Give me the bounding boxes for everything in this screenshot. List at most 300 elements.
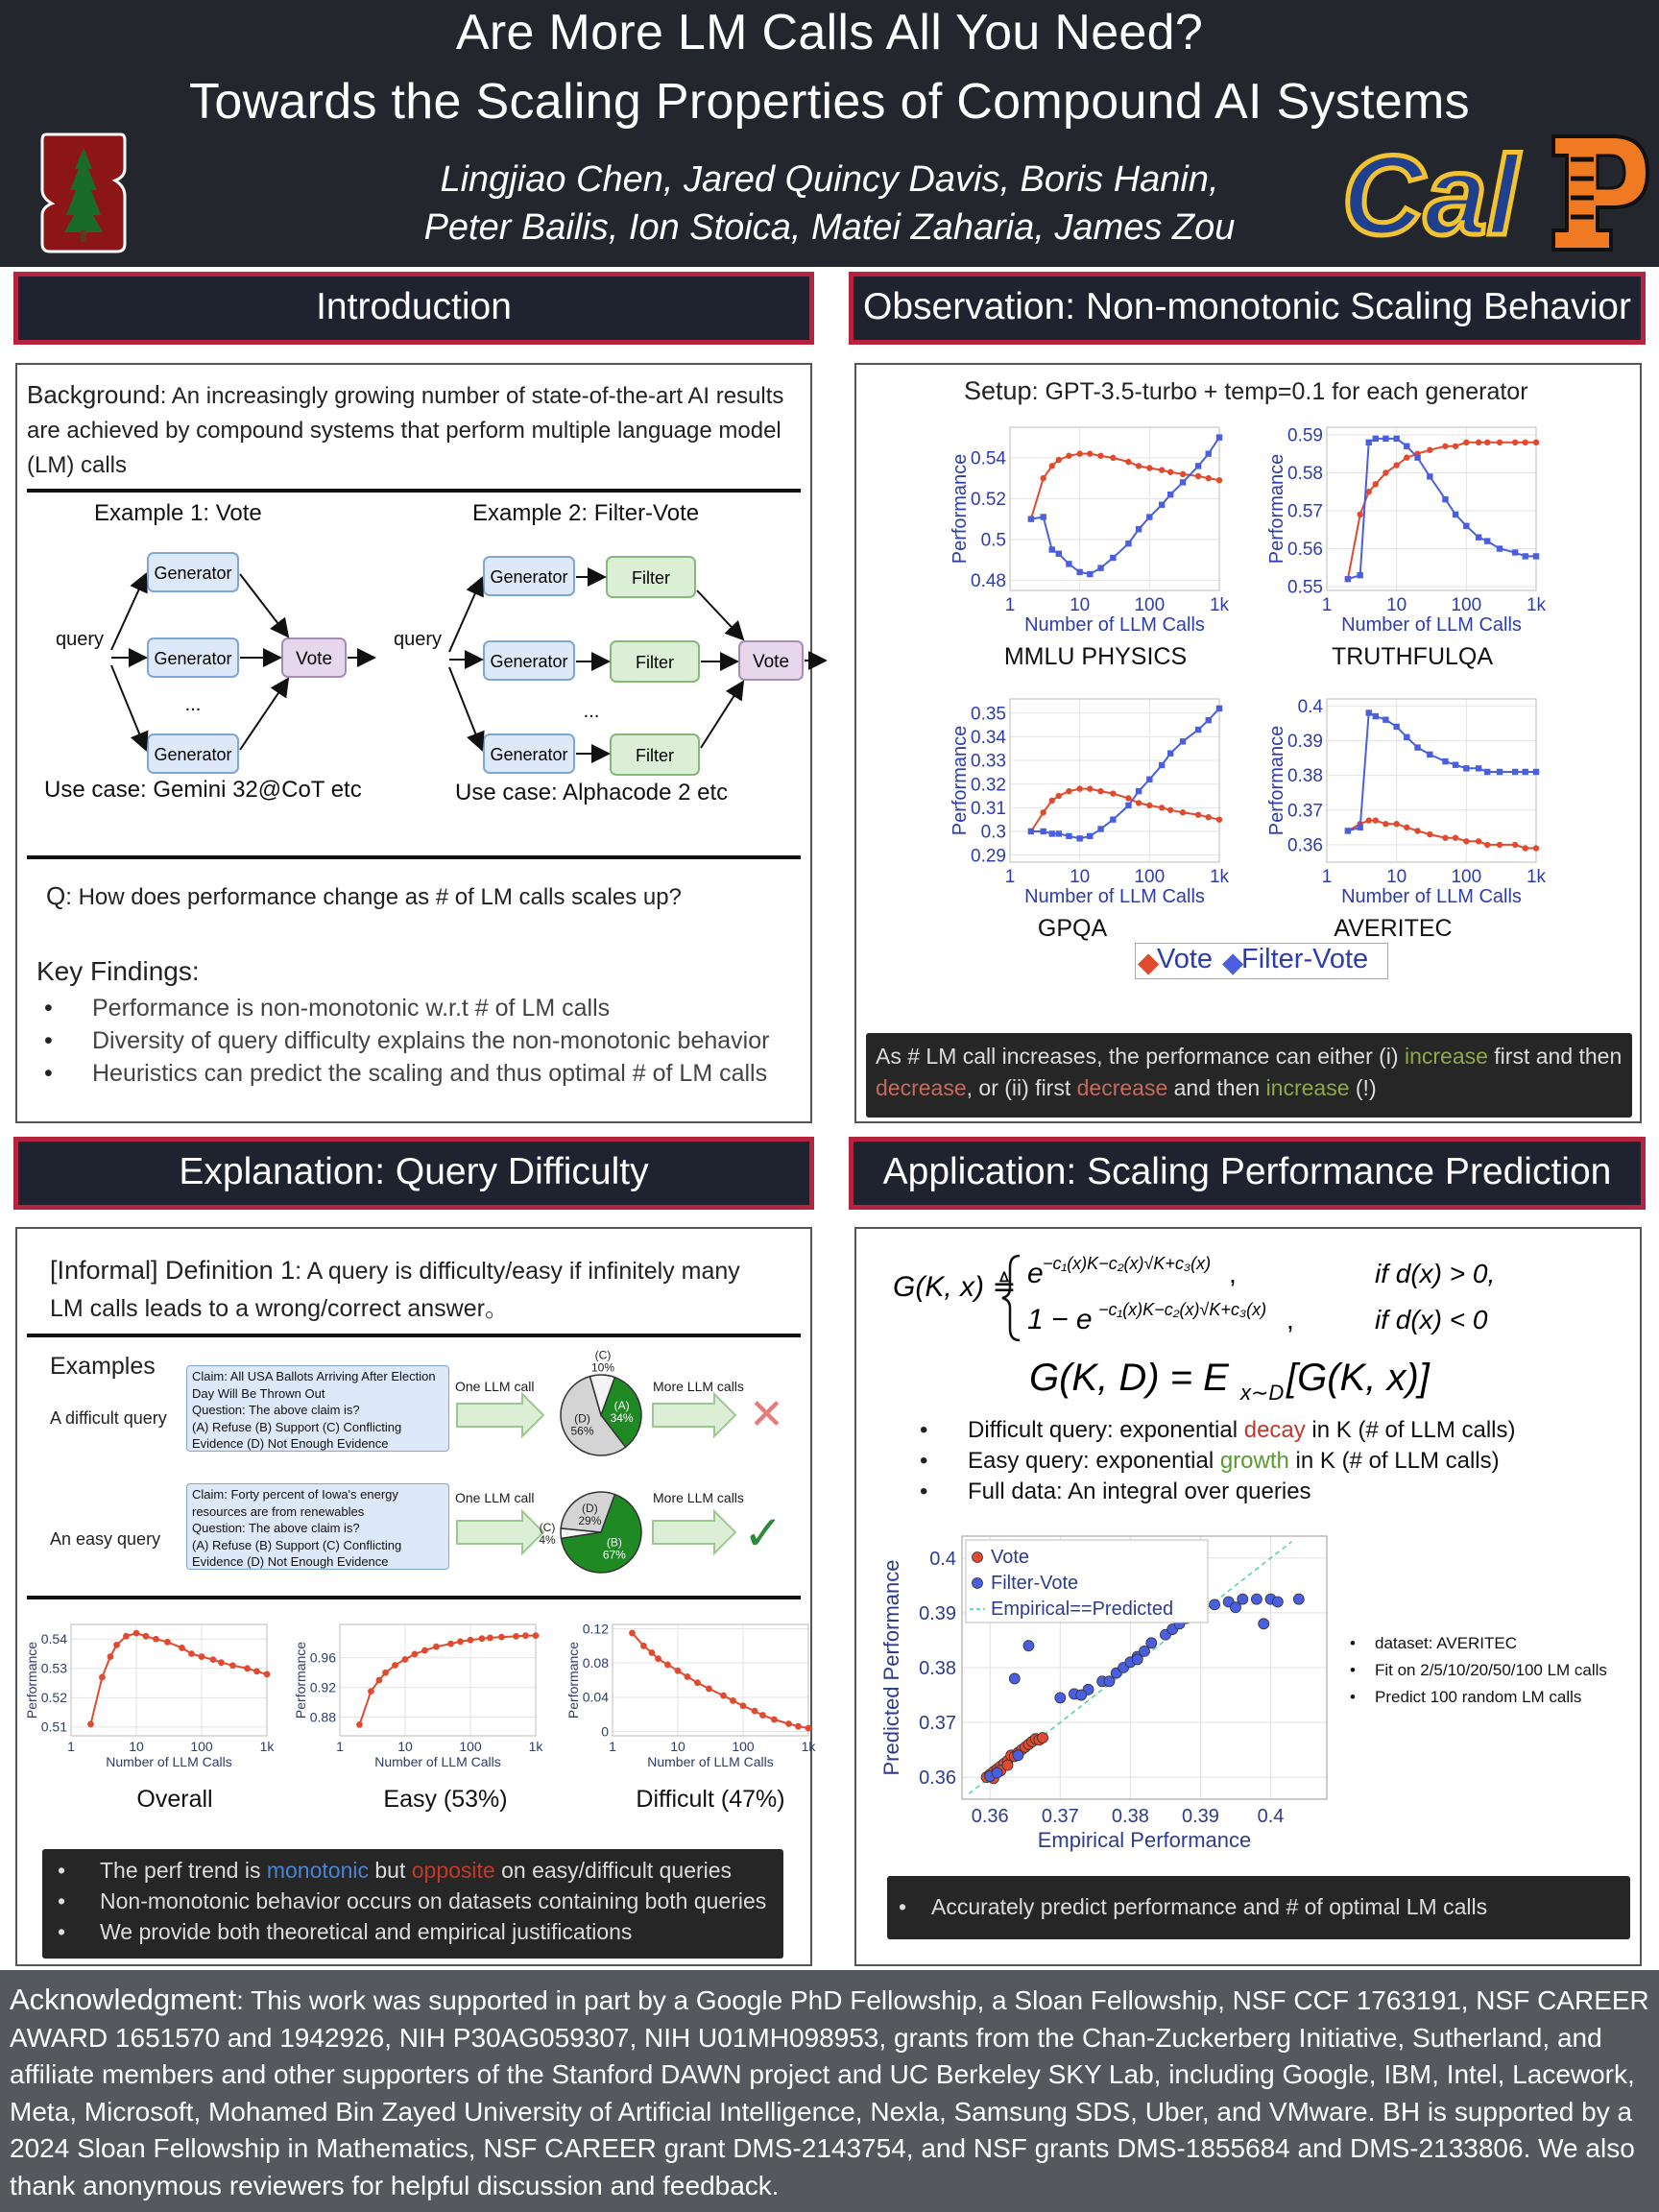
- data-point-vote: [1056, 457, 1062, 463]
- data-point-filter-vote: [1040, 829, 1046, 834]
- data-point-vote: [1076, 785, 1082, 791]
- data-point-filter-vote: [1497, 545, 1503, 551]
- data-point-vote: [133, 1630, 140, 1637]
- setup-label: Setup: [964, 376, 1032, 405]
- app-bullet-text: Easy query: exponential: [968, 1448, 1220, 1474]
- data-point-vote: [487, 1635, 493, 1642]
- data-point-vote: [1216, 477, 1222, 483]
- data-point-filter-vote: [1216, 706, 1222, 711]
- scatter-point-filter-vote: [1272, 1597, 1283, 1607]
- data-point-filter-vote: [1404, 444, 1409, 449]
- x-tick-label: 1k: [1209, 595, 1230, 615]
- data-point-filter-vote: [1167, 492, 1173, 497]
- data-point-vote: [1110, 455, 1116, 461]
- y-tick-label: 0.4: [1297, 696, 1323, 717]
- y-tick-label: 0.38: [919, 1658, 956, 1679]
- summary-opposite: opposite: [411, 1858, 495, 1883]
- scatter-point-filter-vote: [1023, 1641, 1034, 1651]
- data-point-vote: [513, 1633, 519, 1640]
- x-tick-label: 10: [129, 1739, 144, 1754]
- data-point-vote: [1484, 842, 1490, 848]
- data-point-filter-vote: [1136, 526, 1142, 532]
- data-point-filter-vote: [1463, 523, 1469, 529]
- caption-truthfulqa: TRUTHFULQA: [1331, 643, 1494, 670]
- ex2-filter-1-label: Filter: [632, 568, 670, 588]
- svg-text:e: e: [1027, 1258, 1044, 1289]
- data-point-vote: [1453, 834, 1458, 840]
- data-point-vote: [1159, 805, 1165, 810]
- one-call-label: One LLM call: [455, 1490, 535, 1505]
- legend-filter-vote: Filter-Vote: [1241, 944, 1369, 974]
- y-tick-label: 0.08: [582, 1655, 609, 1671]
- data-point-filter-vote: [1136, 788, 1142, 794]
- side-notes: [1350, 1634, 1607, 1707]
- data-point-vote: [1427, 831, 1432, 837]
- research-question: [46, 879, 805, 914]
- data-point-vote: [1523, 845, 1528, 851]
- plot-frame: [1010, 699, 1219, 862]
- chart-legend: [1135, 943, 1388, 979]
- observation-heading: Observation: Non-monotonic Scaling Behavior: [849, 272, 1646, 345]
- data-point-vote: [771, 1717, 778, 1723]
- scatter-point-filter-vote: [1146, 1638, 1157, 1648]
- data-point-vote: [143, 1633, 150, 1640]
- poster-title-line-2: Towards the Scaling Properties of Compound AI Systems: [189, 74, 1470, 130]
- y-tick-label: 0.55: [1287, 577, 1323, 598]
- arrow-one-call-difficult: [457, 1394, 543, 1436]
- difficult-answer-pie: [561, 1349, 641, 1455]
- data-point-vote: [1146, 465, 1152, 470]
- example1-title: Example 1: Vote: [94, 500, 262, 526]
- data-point-filter-vote: [1512, 769, 1518, 775]
- data-point-vote: [1442, 444, 1448, 449]
- x-tick-label: 1k: [1209, 867, 1230, 887]
- series-line-vote: [1348, 821, 1536, 849]
- data-point-vote: [1136, 800, 1142, 805]
- data-point-vote: [533, 1632, 540, 1639]
- x-tick-label: 100: [1134, 595, 1166, 615]
- chart-easy: [292, 1617, 541, 1770]
- x-tick-label: 0.36: [971, 1806, 1009, 1827]
- plot-frame: [1010, 427, 1219, 590]
- series-line-vote: [1031, 454, 1219, 519]
- data-point-vote: [1180, 471, 1186, 477]
- scatter-point-filter-vote: [1013, 1750, 1023, 1761]
- x-tick-label: 10: [670, 1739, 685, 1754]
- explanation-panel: [15, 1227, 816, 1966]
- data-point-vote: [752, 1708, 758, 1715]
- finding-2: • Diversity of query difficulty explains the non-monotonic behavior: [92, 1027, 769, 1055]
- y-tick-label: 0.57: [1287, 501, 1323, 522]
- data-point-vote: [1453, 444, 1458, 449]
- data-point-vote: [1533, 845, 1539, 851]
- question-label: Q: [46, 881, 66, 910]
- x-axis-label: Number of LLM Calls: [374, 1754, 501, 1769]
- legend-label: Filter-Vote: [991, 1573, 1079, 1594]
- svg-text:if d(x) > 0,: if d(x) > 0,: [1375, 1259, 1496, 1288]
- data-point-filter-vote: [1216, 434, 1222, 440]
- data-point-filter-vote: [1097, 565, 1103, 570]
- y-tick-label: 0.37: [919, 1713, 956, 1735]
- chart-overall: [23, 1617, 273, 1770]
- scatter-point-filter-vote: [1132, 1654, 1142, 1665]
- summary-part: The perf trend is: [100, 1858, 267, 1883]
- x-tick-label: 100: [190, 1739, 213, 1754]
- data-point-vote: [785, 1720, 792, 1727]
- series-line-vote: [360, 1636, 537, 1725]
- y-tick-label: 0.39: [919, 1602, 956, 1624]
- data-point-vote: [392, 1662, 398, 1669]
- data-point-vote: [1366, 489, 1372, 494]
- data-point-vote: [1382, 469, 1388, 475]
- data-point-vote: [1125, 795, 1131, 801]
- y-tick-label: 0.52: [971, 490, 1006, 511]
- data-point-filter-vote: [1533, 553, 1539, 559]
- data-point-filter-vote: [1463, 765, 1469, 771]
- x-axis-label: Number of LLM Calls: [1024, 614, 1205, 636]
- data-point-vote: [123, 1633, 130, 1640]
- data-point-vote: [108, 1653, 114, 1660]
- data-point-filter-vote: [1382, 717, 1388, 723]
- poster-title-line-1: Are More LM Calls All You Need?: [455, 5, 1204, 60]
- application-heading: Application: Scaling Performance Prediction: [849, 1137, 1646, 1210]
- data-point-vote: [1056, 793, 1062, 799]
- y-tick-label: 0.31: [971, 798, 1006, 819]
- data-point-filter-vote: [1533, 769, 1539, 775]
- side-note-2: • Fit on 2/5/10/20/50/100 LM calls: [1350, 1661, 1607, 1679]
- data-point-vote: [805, 1725, 812, 1732]
- series-line-filter-vote: [1031, 709, 1219, 839]
- y-tick-label: 0.56: [1287, 540, 1323, 561]
- use-case-2: Use case: Alphacode 2 etc: [455, 780, 729, 805]
- more-calls-label: More LLM calls: [653, 1379, 744, 1394]
- easy-claim-box: Claim: Forty percent of Iowa's energy resources are from renewables Question: The above claim is? (A) Refuse (B) Support (C) Conflicting Evidence (D) Not Enough Evidence: [186, 1483, 449, 1570]
- data-point-filter-vote: [1110, 816, 1116, 822]
- summary-part: (!): [1349, 1075, 1377, 1100]
- data-point-filter-vote: [1497, 769, 1503, 775]
- x-tick-label: 1k: [259, 1739, 275, 1754]
- data-point-vote: [498, 1634, 505, 1641]
- data-point-filter-vote: [1066, 561, 1071, 566]
- summary-part: first and then: [1487, 1044, 1623, 1069]
- summary-part: As # LM call increases, the performance can either (i): [876, 1044, 1405, 1069]
- pie-label: (B): [606, 1535, 622, 1550]
- data-point-vote: [640, 1643, 647, 1649]
- y-axis-label: Predicted Performance: [879, 1559, 903, 1776]
- data-point-vote: [1097, 453, 1103, 459]
- ex2-generator-2-label: Generator: [490, 652, 568, 671]
- data-point-vote: [1066, 453, 1071, 459]
- caption-overall: Overall: [136, 1786, 213, 1813]
- side-note-text: Fit on 2/5/10/20/50/100 LM calls: [1375, 1661, 1607, 1679]
- data-point-vote: [1533, 440, 1539, 445]
- summary-increase: increase: [1404, 1044, 1488, 1069]
- data-point-vote: [1414, 828, 1420, 833]
- data-point-vote: [675, 1668, 682, 1674]
- setup-text: : GPT-3.5-turbo + temp=0.1 for each generator: [1031, 378, 1528, 405]
- plot-frame: [1327, 699, 1536, 862]
- data-point-filter-vote: [1028, 516, 1034, 521]
- x-tick-label: 10: [1070, 595, 1091, 615]
- ex1-generator-1-label: Generator: [154, 564, 232, 583]
- x-tick-label: 1k: [1526, 867, 1547, 887]
- x-tick-label: 100: [1451, 595, 1482, 615]
- svg-text:−c₁(x)K−c₂(x)√K+c₃(x): −c₁(x)K−c₂(x)√K+c₃(x): [1043, 1254, 1212, 1273]
- data-point-vote: [244, 1665, 251, 1671]
- data-point-vote: [479, 1635, 486, 1642]
- y-tick-label: 0.38: [1287, 766, 1323, 787]
- data-point-filter-vote: [1427, 752, 1432, 757]
- data-point-vote: [1167, 469, 1173, 475]
- ex1-ellipsis: ...: [184, 694, 202, 715]
- chart-averitec: [1266, 689, 1548, 910]
- y-axis-label: Performance: [1266, 453, 1287, 565]
- y-tick-label: 0.3: [980, 822, 1006, 843]
- y-tick-label: 0.54: [971, 448, 1006, 469]
- x-tick-label: 10: [1070, 867, 1091, 887]
- x-axis-label: Number of LLM Calls: [1341, 614, 1522, 636]
- summary-text: We provide both theoretical and empirical justifications: [100, 1919, 633, 1944]
- data-point-vote: [1382, 821, 1388, 827]
- data-point-filter-vote: [1345, 828, 1351, 833]
- introduction-heading: Introduction: [13, 272, 814, 345]
- summary-monotonic: monotonic: [266, 1858, 369, 1883]
- chart-gpqa: [952, 689, 1231, 910]
- x-tick-label: 100: [1451, 867, 1482, 887]
- svg-text:,: ,: [1229, 1259, 1237, 1288]
- data-point-filter-vote: [1167, 750, 1173, 756]
- y-tick-label: 0.53: [40, 1660, 67, 1676]
- explanation-heading: Explanation: Query Difficulty: [13, 1137, 814, 1210]
- y-tick-label: 0.04: [582, 1689, 609, 1705]
- poster-header: [0, 0, 1659, 267]
- x-tick-label: 0.39: [1181, 1806, 1219, 1827]
- svg-text:if d(x) < 0: if d(x) < 0: [1375, 1305, 1488, 1334]
- question-text: : How does performance change as # of LM calls scales up?: [65, 884, 682, 910]
- data-point-vote: [1476, 440, 1481, 445]
- app-bullet-3: [968, 1479, 1311, 1505]
- observation-summary: [866, 1033, 1632, 1118]
- legend-marker: [973, 1578, 983, 1589]
- caption-gpqa: GPQA: [1037, 915, 1108, 942]
- data-point-filter-vote: [1110, 555, 1116, 561]
- x-tick-label: 1: [67, 1739, 75, 1754]
- data-point-vote: [153, 1636, 159, 1643]
- check-icon: ✓: [743, 1506, 783, 1560]
- data-point-vote: [1357, 512, 1362, 517]
- data-point-filter-vote: [1476, 534, 1481, 540]
- x-tick-label: 1k: [1526, 595, 1547, 615]
- data-point-vote: [1484, 440, 1490, 445]
- data-point-vote: [720, 1693, 727, 1699]
- data-point-vote: [1206, 475, 1212, 481]
- data-point-vote: [1110, 790, 1116, 796]
- data-point-vote: [1206, 814, 1212, 820]
- finding-1: • Performance is non-monotonic w.r.t # of LM calls: [92, 995, 610, 1022]
- data-point-vote: [1366, 817, 1372, 823]
- y-axis-label: Performance: [950, 453, 971, 565]
- data-point-filter-vote: [1146, 777, 1152, 782]
- caption-averitec: AVERITEC: [1334, 915, 1453, 942]
- chart-prediction-scatter: [876, 1528, 1336, 1855]
- data-point-vote: [1195, 473, 1201, 479]
- data-point-vote: [1512, 440, 1518, 445]
- data-point-vote: [730, 1697, 736, 1704]
- y-axis-label: Performance: [293, 1641, 308, 1719]
- summary-part: on easy/difficult queries: [494, 1858, 733, 1883]
- x-tick-label: 0.38: [1111, 1806, 1149, 1827]
- data-point-filter-vote: [1195, 463, 1201, 469]
- data-point-vote: [382, 1670, 389, 1676]
- data-point-vote: [1476, 838, 1481, 844]
- data-point-vote: [1512, 842, 1518, 848]
- data-point-vote: [1442, 834, 1448, 840]
- data-point-vote: [402, 1656, 409, 1663]
- ex1-vote-label: Vote: [295, 649, 333, 669]
- y-tick-label: 0.34: [971, 728, 1006, 749]
- data-point-vote: [264, 1671, 271, 1677]
- data-point-filter-vote: [1393, 724, 1399, 730]
- legend-label: Vote: [991, 1547, 1030, 1568]
- data-point-vote: [199, 1653, 205, 1660]
- y-tick-label: 0.59: [1287, 425, 1323, 446]
- y-tick-label: 0.52: [40, 1690, 67, 1706]
- y-tick-label: 0.5: [980, 530, 1006, 551]
- divider: [27, 489, 801, 493]
- data-point-vote: [1393, 821, 1399, 827]
- data-point-vote: [1076, 450, 1082, 456]
- summary-decrease: decrease: [876, 1075, 967, 1100]
- data-point-vote: [1180, 809, 1186, 815]
- data-point-filter-vote: [1076, 569, 1082, 575]
- data-point-vote: [664, 1662, 671, 1669]
- scatter-point-filter-vote: [1259, 1619, 1269, 1629]
- data-point-vote: [412, 1651, 419, 1658]
- summary-part: , or (ii) first: [966, 1075, 1077, 1100]
- data-point-vote: [1097, 788, 1103, 794]
- plot-frame: [613, 1624, 808, 1736]
- y-tick-label: 0: [601, 1723, 609, 1740]
- x-tick-label: 1: [1004, 595, 1016, 615]
- more-calls-label: More LLM calls: [653, 1490, 744, 1505]
- application-summary: [887, 1876, 1630, 1939]
- y-tick-label: 0.4: [929, 1548, 956, 1570]
- x-tick-label: 0.4: [1257, 1806, 1285, 1827]
- y-tick-label: 0.37: [1287, 801, 1323, 822]
- princeton-logo: [1548, 131, 1653, 255]
- pie-label: 29%: [578, 1514, 602, 1528]
- data-point-vote: [447, 1641, 454, 1647]
- scatter-point-filter-vote: [1076, 1690, 1087, 1700]
- pie-label: 34%: [610, 1411, 634, 1426]
- svg-text:G(K, D) = E: G(K, D) = E: [1029, 1357, 1229, 1399]
- data-point-vote: [1087, 450, 1093, 456]
- data-point-filter-vote: [1125, 541, 1131, 546]
- legend-marker: [973, 1552, 983, 1563]
- y-tick-label: 0.35: [971, 704, 1006, 725]
- data-point-filter-vote: [1476, 765, 1481, 771]
- x-axis-label: Number of LLM Calls: [1024, 886, 1205, 907]
- svg-text:x∼D: x∼D: [1240, 1381, 1285, 1405]
- y-axis-label: Performance: [24, 1641, 39, 1719]
- svg-text:[G(K, x)]: [G(K, x)]: [1286, 1357, 1430, 1399]
- y-tick-label: 0.36: [919, 1767, 956, 1790]
- x-tick-label: 0.37: [1041, 1806, 1079, 1827]
- ex2-filter-2-label: Filter: [636, 653, 674, 672]
- legend-vote: Vote: [1157, 944, 1214, 974]
- data-point-vote: [1497, 842, 1503, 848]
- application-panel: [854, 1227, 1642, 1966]
- caption-mmlu: MMLU PHYSICS: [1003, 643, 1188, 670]
- divider: [27, 1334, 801, 1337]
- data-point-vote: [1463, 838, 1469, 844]
- acknowledgment: [0, 1970, 1659, 2212]
- data-point-vote: [522, 1632, 529, 1639]
- summary-part: but: [368, 1858, 412, 1883]
- query-examples-graphics: [455, 1348, 810, 1594]
- data-point-vote: [740, 1702, 747, 1709]
- x-axis-label: Number of LLM Calls: [1341, 886, 1522, 907]
- data-point-filter-vote: [1087, 833, 1093, 839]
- data-point-vote: [1136, 463, 1142, 469]
- data-point-vote: [1146, 803, 1152, 808]
- app-bullet-1: [968, 1417, 1516, 1444]
- pie-label: (A): [613, 1399, 630, 1413]
- arrow-more-calls-difficult: [653, 1394, 735, 1436]
- x-tick-label: 1k: [528, 1739, 543, 1754]
- data-point-vote: [218, 1659, 225, 1666]
- data-point-vote: [1216, 816, 1222, 822]
- scatter-point-filter-vote: [1055, 1693, 1066, 1703]
- x-tick-label: 1: [1321, 867, 1333, 887]
- data-point-filter-vote: [1373, 713, 1379, 719]
- easy-answer-pie: [539, 1492, 641, 1573]
- data-point-vote: [188, 1650, 195, 1657]
- data-point-vote: [685, 1673, 691, 1680]
- example2-title: Example 2: Filter-Vote: [472, 500, 700, 526]
- caption-difficult: Difficult (47%): [636, 1786, 785, 1813]
- data-point-filter-vote: [1366, 709, 1372, 715]
- summary-bullet-1: • The perf trend is monotonic but opposite on easy/difficult queries: [58, 1858, 733, 1883]
- data-point-filter-vote: [1180, 479, 1186, 485]
- x-tick-label: 1: [336, 1739, 344, 1754]
- data-point-filter-vote: [1206, 717, 1212, 723]
- data-point-vote: [253, 1668, 260, 1674]
- data-point-filter-vote: [1028, 829, 1034, 834]
- y-tick-label: 0.51: [40, 1719, 67, 1735]
- series-line-filter-vote: [1348, 439, 1536, 579]
- pie-label: 4%: [539, 1533, 556, 1548]
- data-point-vote: [457, 1638, 464, 1645]
- data-point-filter-vote: [1056, 830, 1062, 836]
- authors-line-2: Peter Bailis, Ion Stoica, Matei Zaharia, James Zou: [423, 207, 1236, 248]
- data-point-vote: [694, 1679, 701, 1686]
- side-note-text: Predict 100 random LM calls: [1375, 1688, 1582, 1706]
- data-point-filter-vote: [1206, 450, 1212, 456]
- data-point-filter-vote: [1066, 833, 1071, 839]
- svg-text:1 − e: 1 − e: [1027, 1304, 1093, 1335]
- data-point-vote: [1159, 467, 1165, 472]
- data-point-vote: [164, 1639, 171, 1646]
- chart-difficult: [565, 1617, 814, 1770]
- pie-label: (D): [574, 1411, 590, 1426]
- data-point-vote: [113, 1642, 120, 1648]
- data-point-filter-vote: [1404, 734, 1409, 740]
- data-point-vote: [1049, 463, 1055, 469]
- data-point-vote: [1393, 462, 1399, 468]
- x-tick-label: 100: [732, 1739, 755, 1754]
- data-point-vote: [795, 1723, 802, 1730]
